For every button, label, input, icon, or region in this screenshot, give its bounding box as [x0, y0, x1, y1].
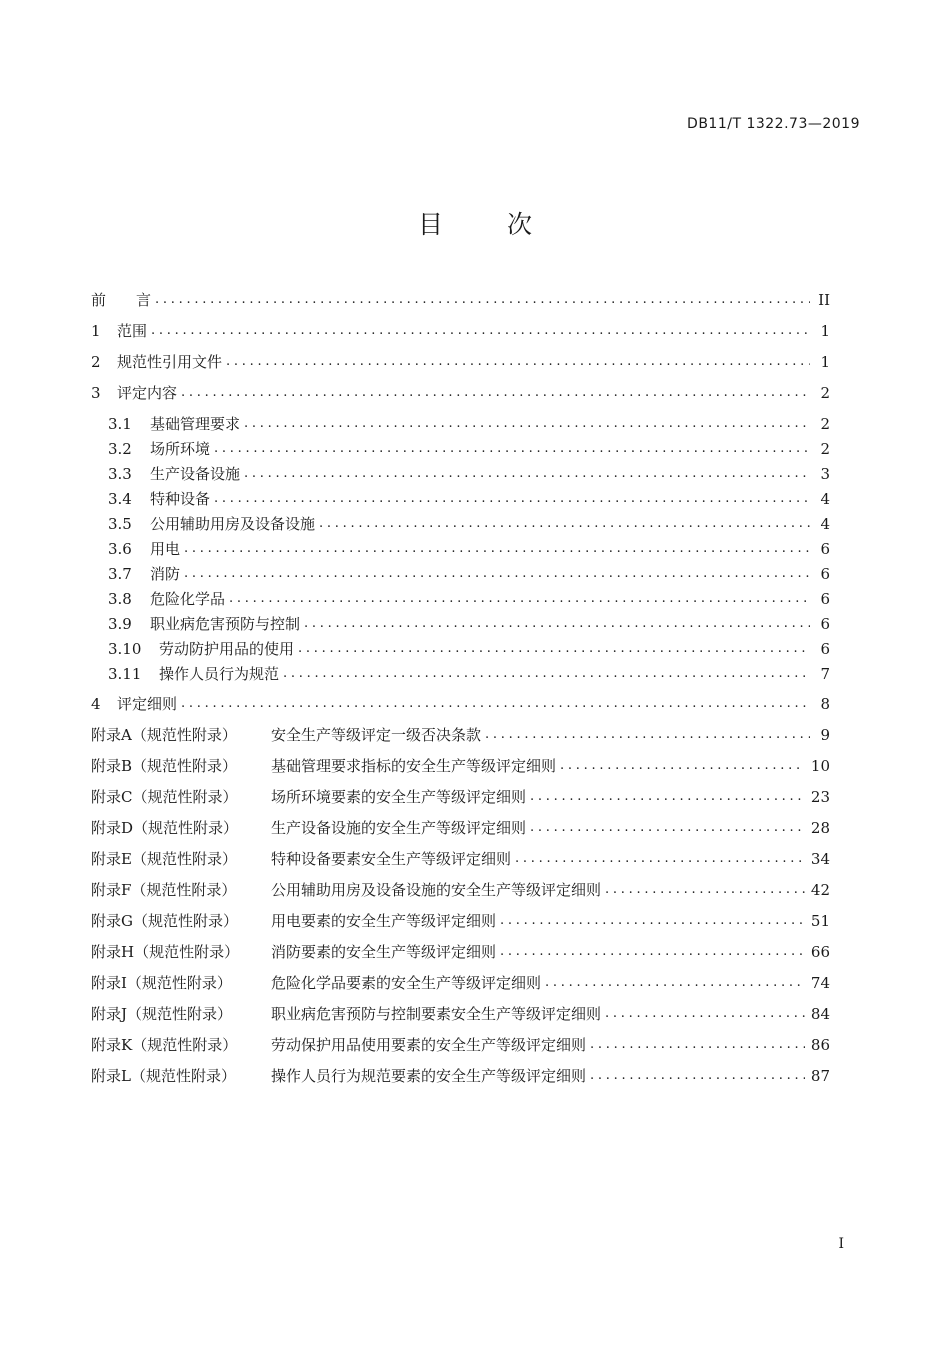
toc-page-number: 4 — [820, 515, 830, 533]
appendix-tag: 附录I（规范性附录） — [91, 974, 232, 992]
toc-appendix-j[interactable] — [91, 1002, 830, 1024]
toc-entry-title: 场所环境 — [150, 440, 211, 458]
toc-appendix-d[interactable] — [91, 816, 830, 838]
dot-leader — [184, 564, 810, 584]
toc-page-number: 42 — [810, 881, 830, 899]
dot-leader — [184, 539, 810, 559]
appendix-tag: 附录B（规范性附录） — [91, 757, 238, 775]
dot-leader — [155, 290, 810, 310]
dot-leader — [181, 694, 810, 714]
appendix-tag: 附录D（规范性附录） — [91, 819, 239, 837]
appendix-tag: 附录F（规范性附录） — [91, 881, 237, 899]
dot-leader — [244, 464, 810, 484]
toc-appendix-c[interactable] — [91, 785, 830, 807]
dot-leader — [151, 321, 810, 341]
toc-page-number: 66 — [810, 943, 830, 961]
dot-leader — [590, 1035, 805, 1055]
toc-page-number: 9 — [820, 726, 830, 744]
toc-entry-1[interactable] — [91, 319, 830, 341]
toc-entry-3-11[interactable] — [108, 662, 830, 684]
toc-entry-number: 3.11 — [108, 665, 142, 683]
toc-entry-3-2[interactable] — [108, 437, 830, 459]
toc-entry-number: 3.3 — [108, 465, 132, 483]
toc-appendix-l[interactable] — [91, 1064, 830, 1086]
toc-entry-title: 特种设备 — [150, 490, 211, 508]
appendix-tag: 附录H（规范性附录） — [91, 943, 240, 961]
toc-page-number: 6 — [820, 540, 830, 558]
toc-entry-3-8[interactable] — [108, 587, 830, 609]
toc-entry-title: 职业病危害预防与控制 — [150, 615, 301, 633]
title-char-1: 目 — [417, 210, 443, 239]
toc-page-number: 23 — [810, 788, 830, 806]
appendix-title: 基础管理要求指标的安全生产等级评定细则 — [271, 757, 557, 775]
toc-entry-3-1[interactable] — [108, 412, 830, 434]
toc-entry-number: 3.6 — [108, 540, 132, 558]
toc-appendix-e[interactable] — [91, 847, 830, 869]
appendix-tag: 附录C（规范性附录） — [91, 788, 238, 806]
toc-page-number: 74 — [810, 974, 830, 992]
dot-leader — [229, 589, 810, 609]
toc-appendix-a[interactable] — [91, 723, 830, 745]
dot-leader — [560, 756, 805, 776]
toc-appendix-h[interactable] — [91, 940, 830, 962]
dot-leader — [283, 664, 810, 684]
toc-entry-number: 2 — [91, 353, 101, 371]
toc-page-number: 2 — [820, 415, 830, 433]
toc-entry-3-3[interactable] — [108, 462, 830, 484]
toc-entry-4[interactable] — [91, 692, 830, 714]
appendix-tag: 附录E（规范性附录） — [91, 850, 237, 868]
dot-leader — [590, 1066, 805, 1086]
toc-entry-3-6[interactable] — [108, 537, 830, 559]
toc-page-number: 51 — [810, 912, 830, 930]
toc-entry-title: 消防 — [150, 565, 181, 583]
toc-entry-number: 3.10 — [108, 640, 142, 658]
toc-entry-number: 3.2 — [108, 440, 132, 458]
page-title — [0, 205, 950, 241]
title-char-2: 次 — [507, 210, 533, 239]
dot-leader — [298, 639, 810, 659]
toc-page-number: 84 — [810, 1005, 830, 1023]
appendix-title: 劳动保护用品使用要素的安全生产等级评定细则 — [271, 1036, 587, 1054]
toc-entry-title: 前 言 — [91, 291, 152, 309]
toc-page-number: II — [818, 291, 830, 309]
toc-page-number: 6 — [820, 615, 830, 633]
toc-page-number: 6 — [820, 640, 830, 658]
dot-leader — [500, 942, 805, 962]
dot-leader — [500, 911, 805, 931]
toc-appendix-b[interactable] — [91, 754, 830, 776]
toc-entry-3-5[interactable] — [108, 512, 830, 534]
toc-entry-3-10[interactable] — [108, 637, 830, 659]
toc-entry-number: 3.5 — [108, 515, 132, 533]
toc-entry-number: 3.4 — [108, 490, 132, 508]
toc-entry-title: 评定细则 — [117, 695, 178, 713]
dot-leader — [545, 973, 805, 993]
toc-appendix-f[interactable] — [91, 878, 830, 900]
footer-page-number: I — [838, 1236, 844, 1252]
appendix-tag: 附录L（规范性附录） — [91, 1067, 236, 1085]
toc-entry-3-9[interactable] — [108, 612, 830, 634]
dot-leader — [605, 880, 805, 900]
dot-leader — [319, 514, 810, 534]
toc-appendix-i[interactable] — [91, 971, 830, 993]
toc-page-number: 1 — [820, 353, 830, 371]
toc-entry-number: 3.7 — [108, 565, 132, 583]
toc-entry-title: 操作人员行为规范 — [159, 665, 280, 683]
toc-page-number: 3 — [820, 465, 830, 483]
toc-page-number: 6 — [820, 565, 830, 583]
appendix-tag: 附录K（规范性附录） — [91, 1036, 238, 1054]
appendix-tag: 附录G（规范性附录） — [91, 912, 238, 930]
appendix-title: 职业病危害预防与控制要素安全生产等级评定细则 — [271, 1005, 602, 1023]
toc-entry-title: 评定内容 — [117, 384, 178, 402]
toc-page-number: 1 — [820, 322, 830, 340]
appendix-tag: 附录A（规范性附录） — [91, 726, 237, 744]
toc-page-number: 10 — [810, 757, 830, 775]
toc-entry-number: 4 — [91, 695, 101, 713]
appendix-title: 场所环境要素的安全生产等级评定细则 — [271, 788, 527, 806]
toc-page-number: 6 — [820, 590, 830, 608]
toc-entry-number: 1 — [91, 322, 101, 340]
toc-entry-3-4[interactable] — [108, 487, 830, 509]
dot-leader — [214, 489, 810, 509]
appendix-title: 消防要素的安全生产等级评定细则 — [271, 943, 497, 961]
dot-leader — [605, 1004, 805, 1024]
toc-appendix-k[interactable] — [91, 1033, 830, 1055]
appendix-tag: 附录J（规范性附录） — [91, 1005, 233, 1023]
toc-page-number: 87 — [810, 1067, 830, 1085]
toc-entry-2[interactable] — [91, 350, 830, 372]
toc-page-number: 4 — [820, 490, 830, 508]
appendix-title: 安全生产等级评定一级否决条款 — [271, 726, 482, 744]
toc-entry-title: 规范性引用文件 — [117, 353, 223, 371]
toc-page-number: 28 — [810, 819, 830, 837]
dot-leader — [304, 614, 810, 634]
dot-leader — [181, 383, 810, 403]
toc-entry-3[interactable] — [91, 381, 830, 403]
toc-entry-title: 劳动防护用品的使用 — [159, 640, 295, 658]
toc-entry-3-7[interactable] — [108, 562, 830, 584]
toc-entry-foreword[interactable] — [91, 288, 830, 310]
dot-leader — [530, 818, 805, 838]
toc-entry-number: 3.8 — [108, 590, 132, 608]
appendix-title: 公用辅助用房及设备设施的安全生产等级评定细则 — [271, 881, 602, 899]
appendix-title: 操作人员行为规范要素的安全生产等级评定细则 — [271, 1067, 587, 1085]
dot-leader — [515, 849, 805, 869]
toc-entry-number: 3.1 — [108, 415, 132, 433]
toc-page-number: 8 — [820, 695, 830, 713]
appendix-title: 特种设备要素安全生产等级评定细则 — [271, 850, 512, 868]
dot-leader — [530, 787, 805, 807]
toc-entry-title: 范围 — [117, 322, 148, 340]
toc-entry-title: 公用辅助用房及设备设施 — [150, 515, 316, 533]
toc-entry-number: 3.9 — [108, 615, 132, 633]
toc-page-number: 2 — [820, 384, 830, 402]
toc-entry-number: 3 — [91, 384, 101, 402]
appendix-title: 生产设备设施的安全生产等级评定细则 — [271, 819, 527, 837]
toc-appendix-g[interactable] — [91, 909, 830, 931]
toc-entry-title: 用电 — [150, 540, 181, 558]
toc-page-number: 86 — [810, 1036, 830, 1054]
dot-leader — [214, 439, 810, 459]
appendix-title: 危险化学品要素的安全生产等级评定细则 — [271, 974, 542, 992]
document-code: DB11/T 1322.73—2019 — [687, 116, 860, 132]
toc-page-number: 7 — [820, 665, 830, 683]
toc-page-number: 2 — [820, 440, 830, 458]
dot-leader — [485, 725, 810, 745]
toc-entry-title: 危险化学品 — [150, 590, 226, 608]
appendix-title: 用电要素的安全生产等级评定细则 — [271, 912, 497, 930]
toc-page-number: 34 — [810, 850, 830, 868]
dot-leader — [244, 414, 810, 434]
toc-entry-title: 基础管理要求 — [150, 415, 241, 433]
dot-leader — [226, 352, 810, 372]
toc-entry-title: 生产设备设施 — [150, 465, 241, 483]
